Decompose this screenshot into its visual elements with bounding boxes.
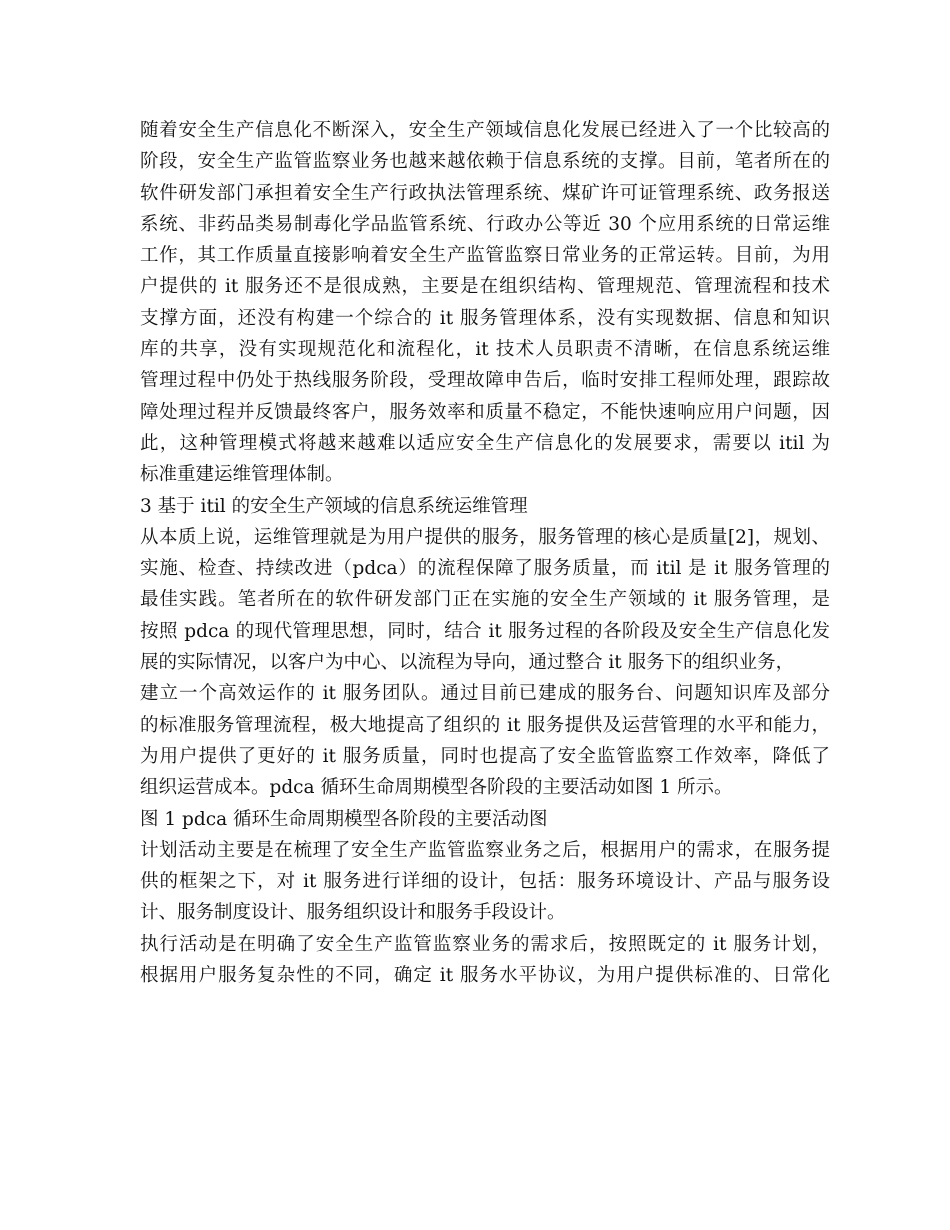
text-line: 此，这种管理模式将越来越难以适应安全生产信息化的发展要求，需要以 itil 为 — [140, 432, 830, 454]
text-line: 根据用户服务复杂性的不同，确定 it 服务水平协议，为用户提供标准的、日常化 — [140, 965, 830, 987]
text-line: 户提供的 it 服务还不是很成熟，主要是在组织结构、管理规范、管理流程和技术 — [140, 276, 830, 298]
text-line: 展的实际情况，以客户为中心、以流程为导向，通过整合 it 服务下的组织业务， — [140, 652, 795, 674]
text-line: 阶段，安全生产监管监察业务也越来越依赖于信息系统的支撑。目前，笔者所在的 — [140, 151, 830, 173]
text-line: 系统、非药品类易制毒化学品监管系统、行政办公等近 30 个应用系统的日常运维 — [140, 213, 830, 235]
text-line: 组织运营成本。pdca 循环生命周期模型各阶段的主要活动如图 1 所示。 — [140, 777, 733, 799]
text-line: 图 1 pdca 循环生命周期模型各阶段的主要活动图 — [140, 808, 548, 830]
text-line: 的标准服务管理流程，极大地提高了组织的 it 服务提供及运营管理的水平和能力， — [140, 714, 830, 736]
text-line: 计划活动主要是在梳理了安全生产监管监察业务之后，根据用户的需求，在服务提 — [140, 839, 830, 861]
text-line: 标准重建运维管理体制。 — [140, 464, 344, 486]
text-line: 3 基于 itil 的安全生产领域的信息系统运维管理 — [140, 495, 528, 517]
text-line: 最佳实践。笔者所在的软件研发部门正在实施的安全生产领域的 it 服务管理，是 — [140, 589, 830, 611]
text-line: 供的框架之下，对 it 服务进行详细的设计，包括：服务环境设计、产品与服务设 — [140, 871, 830, 893]
text-line: 建立一个高效运作的 it 服务团队。通过目前已建成的服务台、问题知识库及部分 — [140, 683, 830, 705]
body-text — [140, 115, 830, 991]
text-line: 实施、检查、持续改进（pdca）的流程保障了服务质量，而 itil 是 it 服务管理的 — [140, 558, 830, 580]
text-line: 计、服务制度设计、服务组织设计和服务手段设计。 — [140, 902, 566, 924]
text-line: 工作，其工作质量直接影响着安全生产监管监察日常业务的正常运转。目前，为用 — [140, 245, 830, 267]
text-line: 支撑方面，还没有构建一个综合的 it 服务管理体系，没有实现数据、信息和知识 — [140, 307, 830, 329]
text-line: 按照 pdca 的现代管理思想，同时，结合 it 服务过程的各阶段及安全生产信息化发 — [140, 620, 830, 642]
text-line: 随着安全生产信息化不断深入，安全生产领域信息化发展已经进入了一个比较高的 — [140, 120, 830, 141]
text-line: 从本质上说，运维管理就是为用户提供的服务，服务管理的核心是质量[2]，规划、 — [140, 526, 830, 548]
text-line: 为用户提供了更好的 it 服务质量，同时也提高了安全监管监察工作效率，降低了 — [140, 745, 830, 767]
text-line: 软件研发部门承担着安全生产行政执法管理系统、煤矿许可证管理系统、政务报送 — [140, 182, 830, 204]
text-line: 管理过程中仍处于热线服务阶段，受理故障申告后，临时安排工程师处理，跟踪故 — [140, 370, 830, 392]
text-line: 障处理过程并反馈最终客户，服务效率和质量不稳定，不能快速响应用户问题，因 — [140, 401, 830, 423]
text-line: 库的共享，没有实现规范化和流程化，it 技术人员职责不清晰，在信息系统运维 — [140, 339, 830, 361]
text-line: 执行活动是在明确了安全生产监管监察业务的需求后，按照既定的 it 服务计划， — [140, 933, 830, 955]
